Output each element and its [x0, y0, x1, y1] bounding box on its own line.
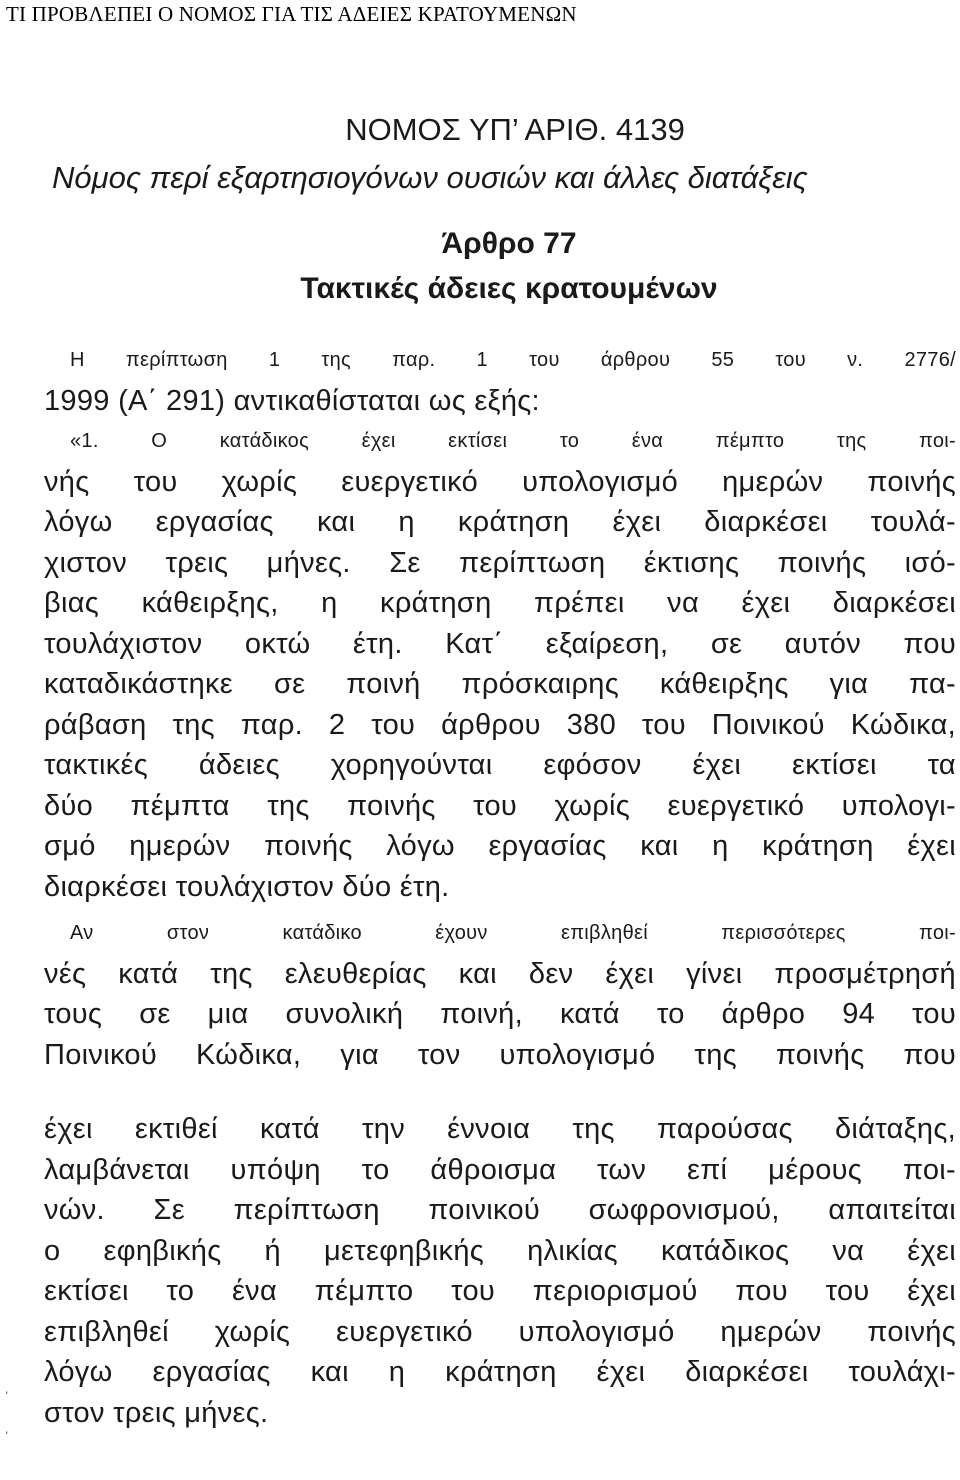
- paragraph-line: νής του χωρίς ευεργετικό υπολογισμό ημερών ποινής: [44, 465, 956, 498]
- continued-paragraph: [44, 1109, 956, 1433]
- paragraph-line: νές κατά της ελευθερίας και δεν έχει γίνει προσμέτρησή: [44, 957, 956, 990]
- paragraph-line: στον τρεις μήνες.: [44, 1396, 269, 1429]
- paragraph-line: Ποινικού Κώδικα, για τον υπολογισμό της ποινής που: [44, 1038, 956, 1071]
- law-subtitle: Νόμος περί εξαρτησιογόνων ουσιών και άλλες διατάξεις: [52, 160, 808, 195]
- article-heading: Άρθρο 77: [441, 227, 577, 260]
- paragraph-line: λόγω εργασίας και η κράτηση έχει διαρκέσει τουλάχι-: [44, 1356, 956, 1388]
- paragraph-line: 1999 (Α΄ 291) αντικαθίσταται ως εξής:: [44, 384, 540, 417]
- paragraph-line: σμό ημερών ποινής λόγω εργασίας και η κράτηση έχει: [44, 830, 956, 862]
- paragraph-line: διαρκέσει τουλάχιστον δύο έτη.: [44, 870, 450, 903]
- paragraph-line: λαμβάνεται υπόψη το άθροισμα των επί μέρους ποι-: [44, 1153, 956, 1186]
- scan-margin-mark: ˌ: [4, 1418, 10, 1435]
- paragraph-line: «1. Ο κατάδικος έχει εκτίσει το ένα πέμπτο της ποι-: [70, 430, 956, 452]
- second-paragraph: [44, 913, 956, 1075]
- paragraph-line: τακτικές άδειες χορηγούνται εφόσον έχει εκτίσει τα: [44, 749, 956, 781]
- paragraph-line: καταδικάστηκε σε ποινή πρόσκαιρης κάθειρξης για πα-: [44, 668, 956, 700]
- paragraph-line: δύο πέμπτα της ποινής του χωρίς ευεργετικό υπολογι-: [44, 789, 956, 822]
- page-header-title: ΤΙ ΠΡΟΒΛΕΠΕΙ Ο ΝΟΜΟΣ ΓΙΑ ΤΙΣ ΑΔΕΙΕΣ ΚΡΑΤΟΥΜΕΝΩΝ: [6, 2, 577, 26]
- paragraph-line: τουλάχιστον οκτώ έτη. Κατ΄ εξαίρεση, σε αυτόν που: [44, 627, 956, 660]
- paragraph-line: βιας κάθειρξης, η κράτηση πρέπει να έχει διαρκέσει: [44, 587, 956, 619]
- article-subheading: Τακτικές άδειες κρατουμένων: [300, 272, 718, 305]
- paragraph-line: χιστον τρεις μήνες. Σε περίπτωση έκτισης ποινής ισό-: [44, 546, 956, 579]
- paragraph-line: τους σε μια συνολική ποινή, κατά το άρθρο 94 του: [44, 998, 956, 1030]
- paragraph-line: Αν στον κατάδικο έχουν επιβληθεί περισσότερες ποι-: [70, 922, 956, 944]
- paragraph-line: επιβληθεί χωρίς ευεργετικό υπολογισμό ημερών ποινής: [44, 1315, 956, 1348]
- paragraph-line: νών. Σε περίπτωση ποινικού σωφρονισμού, απαιτείται: [44, 1194, 956, 1226]
- paragraph-line: ράβαση της παρ. 2 του άρθρου 380 του Ποινικού Κώδικα,: [44, 708, 956, 741]
- paragraph-line: Η περίπτωση 1 της παρ. 1 του άρθρου 55 του ν. 2776/: [70, 349, 956, 371]
- paragraph-line: εκτίσει το ένα πέμπτο του περιορισμού που του έχει: [44, 1275, 956, 1307]
- main-paragraph: [44, 421, 956, 907]
- intro-paragraph: [44, 340, 956, 421]
- paragraph-line: έχει εκτιθεί κατά την έννοια της παρούσας διάταξης,: [44, 1113, 956, 1145]
- paragraph-line: ο εφηβικής ή μετεφηβικής ηλικίας κατάδικος να έχει: [44, 1234, 956, 1267]
- scan-margin-mark: ˌ: [4, 1378, 10, 1395]
- law-document: [44, 100, 956, 1433]
- law-number-title: ΝΟΜΟΣ ΥΠ’ ΑΡΙΘ. 4139: [345, 112, 685, 147]
- paragraph-line: λόγω εργασίας και η κράτηση έχει διαρκέσει τουλά-: [44, 506, 956, 538]
